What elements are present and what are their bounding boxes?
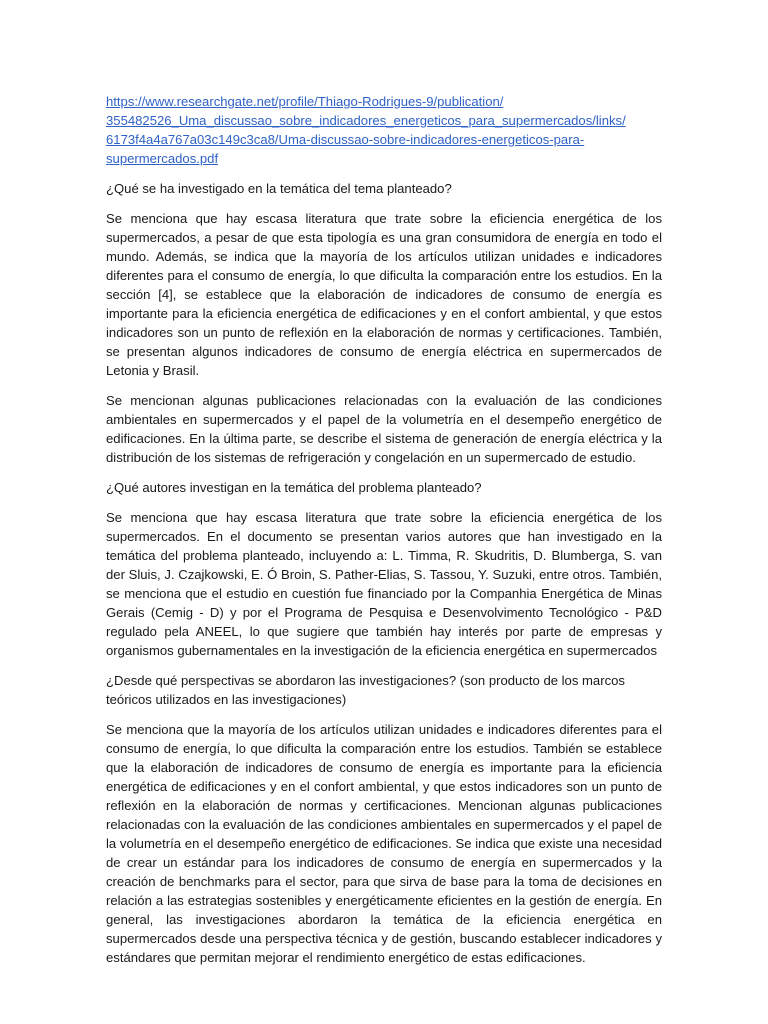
question-1: ¿Qué se ha investigado en la temática del tema planteado? [106, 181, 452, 196]
paragraph-1: Se menciona que hay escasa literatura que trate sobre la eficiencia energética de los supermercados, a pesar de que esta tipología es una gran consumidora de energía en todo el mundo. Además, se indica que la mayoría de los artículos utilizan unidades e indicadores diferentes para el consumo de energía, lo que dificulta la comparación entre los estudios. En la sección [4], se establece que la elaboración de indicadores de consumo de energía es importante para la eficiencia energética de edificaciones y en el confort ambiental, y que estos indicadores son un punto de reflexión en la elaboración de normas y certificaciones. También, se presentan algunos indicadores de consumo de energía eléctrica en supermercados de Letonia y Brasil. [106, 211, 662, 378]
source-link-line-2[interactable]: 355482526_Uma_discussao_sobre_indicadores_energeticos_para_supermercados/links/ [106, 113, 626, 128]
source-link-line-3[interactable]: 6173f4a4a767a03c149c3ca8/Uma-discussao-sobre-indicadores-energeticos-para- [106, 132, 585, 147]
paragraph-4: Se menciona que la mayoría de los artículos utilizan unidades e indicadores diferentes para el consumo de energía, lo que dificulta la comparación entre los estudios. También se establece que la elaboración de indicadores de consumo de energía es importante para la eficiencia energética de edificaciones y en el confort ambiental, y que estos indicadores son un punto de reflexión en la elaboración de normas y certificaciones. Mencionan algunas publicaciones relacionadas con la evaluación de las condiciones ambientales en supermercados y el papel de la volumetría en el desempeño energético de edificaciones. Se indica que existe una necesidad de crear un estándar para los indicadores de consumo de energía en supermercados y la creación de benchmarks para el sector, para que sirva de base para la toma de decisiones en relación a las estrategias sostenibles y energéticamente eficientes en la gestión de energía. En general, las investigaciones abordaron la temática de la eficiencia energética en supermercados desde una perspectiva técnica y de gestión, buscando establecer indicadores y estándares que permitan mejorar el rendimiento energético de estas edificaciones. [106, 722, 662, 965]
paragraph-3: Se menciona que hay escasa literatura que trate sobre la eficiencia energética de los supermercados. En el documento se presentan varios autores que han investigado en la temática del problema planteado, incluyendo a: L. Timma, R. Skudritis, D. Blumberga, S. van der Sluis, J. Czajkowski, E. Ó Broin, S. Pather-Elias, S. Tassou, Y. Suzuki, entre otros. También, se menciona que el estudio en cuestión fue financiado por la Companhia Energética de Minas Gerais (Cemig - D) y por el Programa de Pesquisa e Desenvolvimento Tecnológico - P&D regulado pela ANEEL, lo que sugiere que también hay interés por parte de empresas y organismos gubernamentales en la investigación de la eficiencia energética en supermercados [106, 510, 662, 658]
source-link-line-4[interactable]: supermercados.pdf [106, 151, 219, 166]
question-3: ¿Desde qué perspectivas se abordaron las investigaciones? (son producto de los marcos teóricos utilizados en las investigaciones) [106, 673, 625, 707]
source-link[interactable] [106, 92, 662, 168]
source-link-line-1[interactable]: https://www.researchgate.net/profile/Thiago-Rodrigues-9/publication/ [106, 94, 504, 109]
question-2: ¿Qué autores investigan en la temática del problema planteado? [106, 480, 482, 495]
paragraph-2: Se mencionan algunas publicaciones relacionadas con la evaluación de las condiciones ambientales en supermercados y el papel de la volumetría en el desempeño energético de edificaciones. En la última parte, se describe el sistema de generación de energía eléctrica y la distribución de los sistemas de refrigeración y congelación en un supermercado de estudio. [106, 393, 662, 465]
